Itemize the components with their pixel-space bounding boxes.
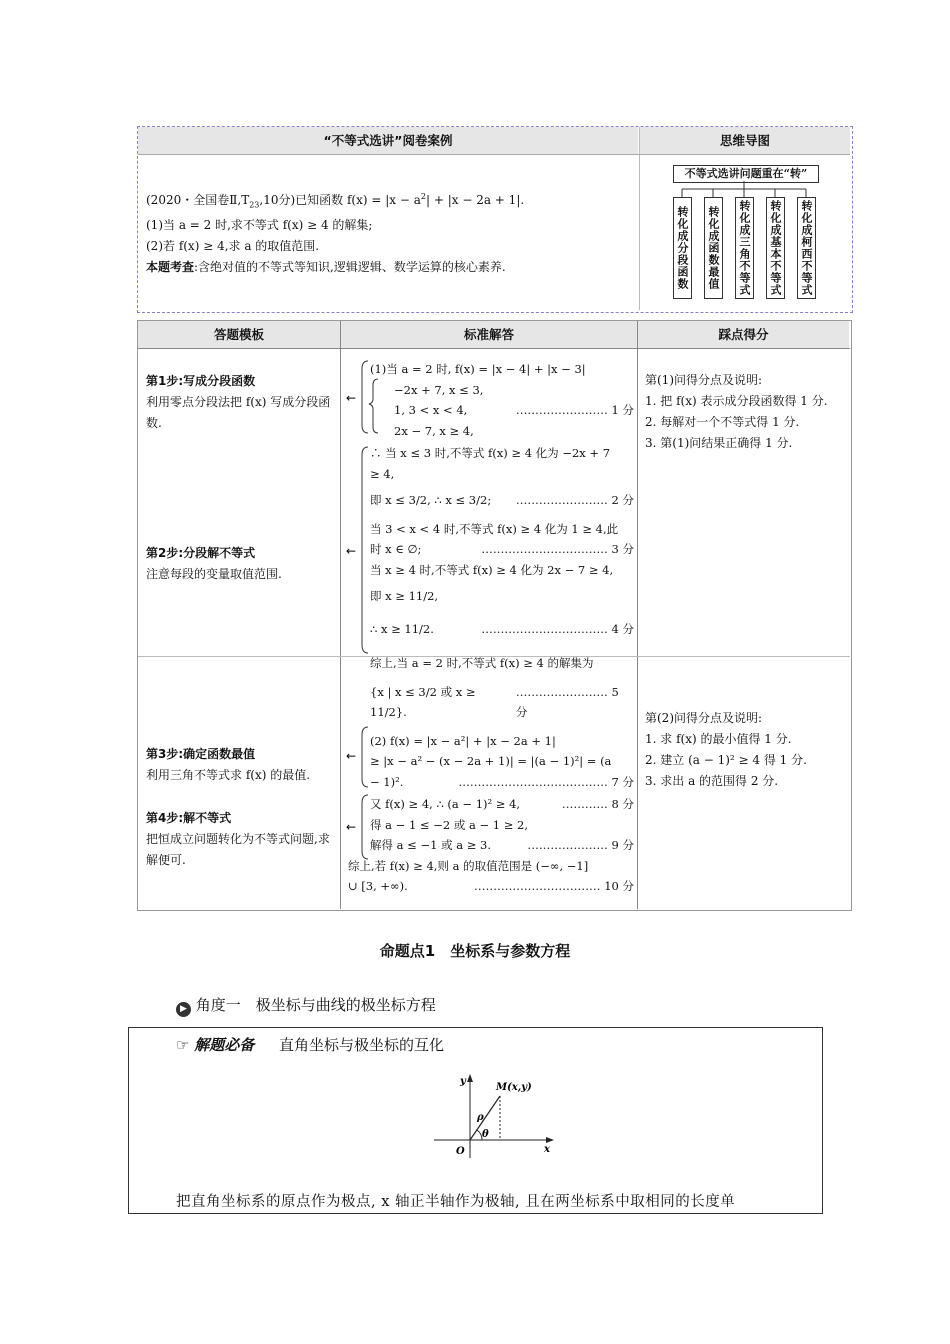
problem-exam-focus: 本题考查:含绝对值的不等式等知识,逻辑逻辑、数学运算的核心素养.	[146, 260, 506, 275]
sol-line-16: ≥ |x − a² − (x − 2a + 1)| = |(a − 1)²| = (a	[370, 754, 612, 768]
step-4	[146, 808, 336, 871]
step-2-title: 第2步:分段解不等式	[146, 546, 256, 560]
score-part-2-title: 第(2)问得分点及说明:	[645, 711, 763, 725]
figure-label-y: y	[460, 1076, 466, 1087]
svg-text:←: ←	[346, 820, 357, 834]
figure-label-x: x	[544, 1144, 550, 1155]
essentials-badge: 解题必备	[194, 1036, 255, 1054]
sol-line-12: ∴ x ≥ 11/2. …………………………… 4 分	[370, 621, 634, 636]
figure-label-point: M(x,y)	[496, 1082, 532, 1093]
sol-line-5: ∴ 当 x ≤ 3 时,不等式 f(x) ≥ 4 化为 −2x + 7	[370, 446, 611, 460]
sol-line-11: 即 x ≥ 11/2,	[370, 589, 439, 603]
sol-line-18: 又 f(x) ≥ 4, ∴ (a − 1)² ≥ 4, ………… 8 分	[370, 797, 634, 811]
main-table-header-rule	[138, 348, 850, 349]
score-part-2	[645, 708, 845, 792]
mindmap-item-5: 转化成柯西不等式	[797, 197, 816, 299]
mindmap-item-2: 转化成函数最值	[704, 197, 723, 299]
step-3	[146, 744, 336, 786]
step-3-desc: 利用三角不等式求 f(x) 的最值.	[146, 768, 311, 782]
problem-question-1: (1)当 a = 2 时,求不等式 f(x) ≥ 4 的解集;	[146, 218, 373, 233]
score-part-2-item-2: 2. 建立 (a − 1)² ≥ 4 得 1 分.	[645, 753, 807, 767]
step-1-title: 第1步:写成分段函数	[146, 374, 256, 388]
score-part-2-item-3: 3. 求出 a 的范围得 2 分.	[645, 774, 779, 788]
score-part-2-item-1: 1. 求 f(x) 的最小值得 1 分.	[645, 732, 792, 746]
hand-icon: ☞	[176, 1036, 190, 1054]
main-table-header-solution: 标准解答	[341, 321, 637, 348]
sol-line-3: 1, 3 < x < 4, …………………… 1 分	[394, 403, 634, 417]
sol-line-7: 即 x ≤ 3/2, ∴ x ≤ 3/2; …………………… 2 分	[370, 493, 634, 507]
problem-question-2: (2)若 f(x) ≥ 4,求 a 的取值范围.	[146, 239, 320, 254]
mindmap-item-3: 转化成三角不等式	[735, 197, 754, 299]
sol-line-14: {x | x ≤ 3/2 或 x ≥ 11/2}. …………………… 5 分	[370, 684, 619, 719]
svg-text:←: ←	[346, 544, 357, 558]
main-table-col-divider-2	[637, 321, 638, 909]
step-2-desc: 注意每段的变量取值范围.	[146, 567, 282, 581]
sol-line-21: 综上,若 f(x) ≥ 4,则 a 的取值范围是 (−∞, −1]	[348, 858, 589, 873]
mindmap-title: 不等式选讲问题重在“转”	[673, 165, 819, 183]
sol-line-13: 综上,当 a = 2 时,不等式 f(x) ≥ 4 的解集为	[370, 656, 594, 670]
angle-title: 角度一 极坐标与曲线的极坐标方程	[195, 996, 436, 1014]
main-table-header-score: 踩点得分	[638, 321, 849, 348]
case-table-header-rule	[138, 154, 850, 155]
case-table-header-right-text: 思维导图	[719, 133, 770, 148]
sol-line-2: −2x + 7, x ≤ 3,	[394, 382, 484, 397]
problem-statement	[146, 186, 636, 278]
mindmap-item-1: 转化成分段函数	[673, 197, 692, 299]
figure-label-origin: O	[456, 1146, 465, 1157]
sol-line-1: (1)当 a = 2 时, f(x) = |x − 4| + |x − 3|	[370, 362, 586, 376]
problem-line-1: (2020・全国卷$Ⅱ,T_{23},10$分)已知函数 $f(x) = |x - a^2| + |x - 2a + 1|$.	[146, 192, 525, 210]
step-3-title: 第3步:确定函数最值	[146, 747, 256, 761]
angle-heading	[176, 994, 436, 1017]
sol-line-17: − 1)². ………………………………… 7 分	[370, 774, 634, 789]
main-table-col-divider-1	[340, 321, 341, 909]
sol-line-15: (2) f(x) = |x − a²| + |x − 2a + 1|	[370, 733, 556, 748]
sol-line-20: 解得 a ≤ −1 或 a ≥ 3. ………………… 9 分	[370, 838, 634, 852]
svg-text:←: ←	[346, 749, 357, 763]
step-4-desc: 把恒成立问题转化为不等式问题,求解便可.	[146, 832, 330, 867]
step-1-desc: 利用零点分段法把 f(x) 写成分段函数.	[146, 395, 331, 430]
score-part-1-item-3: 3. 第(1)问结果正确得 1 分.	[645, 436, 793, 450]
sol-line-8: 当 3 < x < 4 时,不等式 f(x) ≥ 4 化为 1 ≥ 4,此	[370, 521, 619, 536]
case-table-header-left	[138, 127, 638, 154]
figure-label-theta: θ	[482, 1129, 489, 1140]
sol-line-6: ≥ 4,	[370, 466, 395, 481]
mindmap-item-4: 转化成基本不等式	[766, 197, 785, 299]
section-title: 命题点1 坐标系与参数方程	[379, 942, 571, 960]
case-table-header-right	[640, 127, 850, 154]
step-1	[146, 371, 336, 434]
score-part-1-item-1: 1. 把 f(x) 表示成分段函数得 1 分.	[645, 394, 828, 408]
case-table-header-left-text: “不等式选讲”阅卷案例	[323, 133, 453, 148]
play-icon: ▶	[176, 1002, 191, 1017]
score-part-1-item-2: 2. 每解对一个不等式得 1 分.	[645, 415, 800, 429]
step-4-title: 第4步:解不等式	[146, 811, 232, 825]
essentials-body-text: 把直角坐标系的原点作为极点, x 轴正半轴作为极轴, 且在两坐标系中取相同的长度单	[176, 1194, 736, 1210]
essentials-header	[176, 1034, 444, 1055]
polar-coordinate-figure	[430, 1070, 560, 1162]
svg-text:←: ←	[346, 391, 357, 405]
figure-label-rho: ρ	[477, 1112, 484, 1123]
sol-line-4: 2x − 7, x ≥ 4,	[394, 423, 474, 438]
sol-line-9: 时 x ∈ ∅; …………………………… 3 分	[370, 542, 634, 556]
sol-line-19: 得 a − 1 ≤ −2 或 a − 1 ≥ 2,	[370, 817, 529, 832]
score-part-1-title: 第(1)问得分点及说明:	[645, 373, 763, 387]
sol-line-22: ∪ [3, +∞). …………………………… 10 分	[348, 879, 634, 893]
main-table-header-template: 答题模板	[138, 321, 340, 348]
sol-line-10: 当 x ≥ 4 时,不等式 f(x) ≥ 4 化为 2x − 7 ≥ 4,	[370, 562, 614, 577]
score-part-1	[645, 370, 845, 454]
essentials-title: 直角坐标与极坐标的互化	[279, 1036, 445, 1054]
standard-solution	[348, 359, 634, 897]
step-2	[146, 543, 336, 585]
